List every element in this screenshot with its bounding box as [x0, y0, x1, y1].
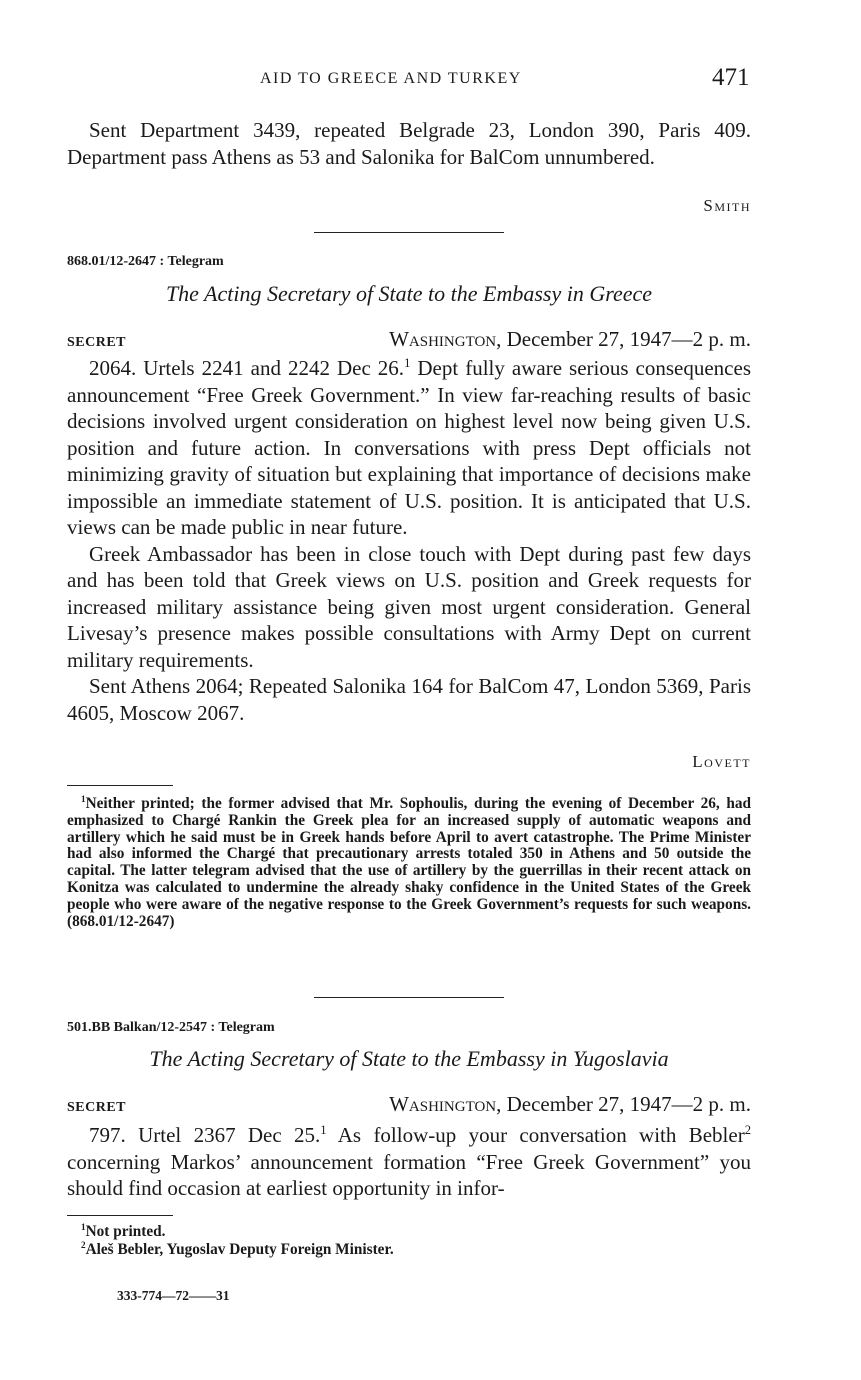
footnote-ref-1: 1 [404, 356, 411, 370]
doc2-file-reference: 501.BB Balkan/12-2547 : Telegram [67, 1020, 275, 1035]
doc1-dateline-row [67, 327, 751, 352]
doc2-heading: The Acting Secretary of State to the Embassy in Yugoslavia [149, 1046, 669, 1071]
doc1-signature: Lovett [692, 752, 751, 771]
doc1-paragraph-1-rest: Dept fully aware serious consequences announcement “Free Greek Government.” In view far-reaching results of basic decisions involved urgent consideration on highest level now being given U.S. position and future action. In conversations with press Dept officials not minimizing gravity of situation but explaining that importance of decisions make impossible an immediate statement of U.S. position. It is anticipated that U.S. views can be made public in near future. [67, 356, 751, 539]
doc1-paragraph-1-lead: 2064. Urtels 2241 and 2242 Dec 26. [89, 356, 405, 380]
doc1-body [67, 355, 751, 726]
running-head: AID TO GREECE AND TURKEY [260, 70, 522, 87]
doc2-footnote-2-text: Aleš Bebler, Yugoslav Deputy Foreign Minister. [85, 1241, 394, 1258]
section-divider [314, 232, 504, 233]
page-number: 471 [712, 64, 750, 91]
doc1-date: , December 27, 1947—2 p. m. [496, 327, 751, 351]
doc2-footnote-1 [67, 1221, 751, 1241]
doc1-place: Washington [389, 327, 497, 351]
doc1-classification: SECRET [67, 335, 127, 350]
doc1-dateline [389, 327, 751, 352]
doc2-paragraph-1 [67, 1122, 751, 1202]
footnote-marker-1: 1 [81, 793, 86, 804]
doc2-paragraph-1-lead: 797. Urtel 2367 Dec 25. [89, 1123, 321, 1147]
doc1-footnote [67, 793, 751, 930]
doc1-paragraph-1 [67, 355, 751, 541]
doc2-footnote-2 [67, 1239, 751, 1259]
prior-document-signature: Smith [703, 196, 751, 215]
footnote-marker-1: 1 [81, 1221, 86, 1232]
doc2-paragraph-1-mid: As follow-up your conversation with Bebler [326, 1123, 745, 1147]
doc2-place: Washington [389, 1092, 497, 1116]
doc1-paragraph-2: Greek Ambassador has been in close touch with Dept during past few days and has been told that Greek views on U.S. position and Greek requests for increased military assistance being given most urgent consideration. General Livesay’s presence makes possible consultations with Army Dept on current military requirements. [67, 541, 751, 672]
doc1-footnote-text: Neither printed; the former advised that Mr. Sophoulis, during the evening of December 26, had emphasized to Chargé Rankin the Greek plea for an increased supply of automatic weapons and artillery which he said must be in Greek hands before April to avert catastrophe. The Prime Minister had also informed the Chargé that precautionary arrests totaled 350 in Athens and 50 outside the capital. The latter telegram advised that the use of artillery by the guerrillas in their recent attack on Konitza was calculated to undermine the already shaky confidence in the United States of the Greek people who were aware of the negative response to the Greek Government’s requests for such weapons. (868.01/12-2647) [67, 795, 751, 930]
doc1-heading: The Acting Secretary of State to the Embassy in Greece [165, 281, 653, 306]
prior-document-text: Sent Department 3439, repeated Belgrade 23, London 390, Paris 409. Department pass Athens as 53 and Salonika for BalCom unnumbered. [67, 118, 751, 169]
footnote-marker-2: 2 [81, 1239, 86, 1250]
doc2-date: , December 27, 1947—2 p. m. [496, 1092, 751, 1116]
doc2-dateline [389, 1092, 751, 1117]
footnote-rule [67, 785, 173, 786]
footnote-ref-1: 1 [320, 1123, 327, 1137]
footnote-ref-2: 2 [744, 1123, 751, 1137]
doc2-dateline-row [67, 1092, 751, 1117]
doc1-file-reference: 868.01/12-2647 : Telegram [67, 254, 224, 269]
doc2-classification: SECRET [67, 1100, 127, 1115]
footnote-rule [67, 1215, 173, 1216]
doc1-paragraph-3: Sent Athens 2064; Repeated Salonika 164 for BalCom 47, London 5369, Paris 4605, Moscow 2067. [67, 674, 751, 725]
doc2-footnote-1-text: Not printed. [85, 1223, 166, 1240]
printer-code: 333-774—72——31 [117, 1288, 230, 1303]
section-divider [314, 997, 504, 998]
doc2-paragraph-1-rest: concerning Markos’ announcement formation “Free Greek Government” you should find occasion at earliest opportunity in infor- [67, 1149, 751, 1200]
